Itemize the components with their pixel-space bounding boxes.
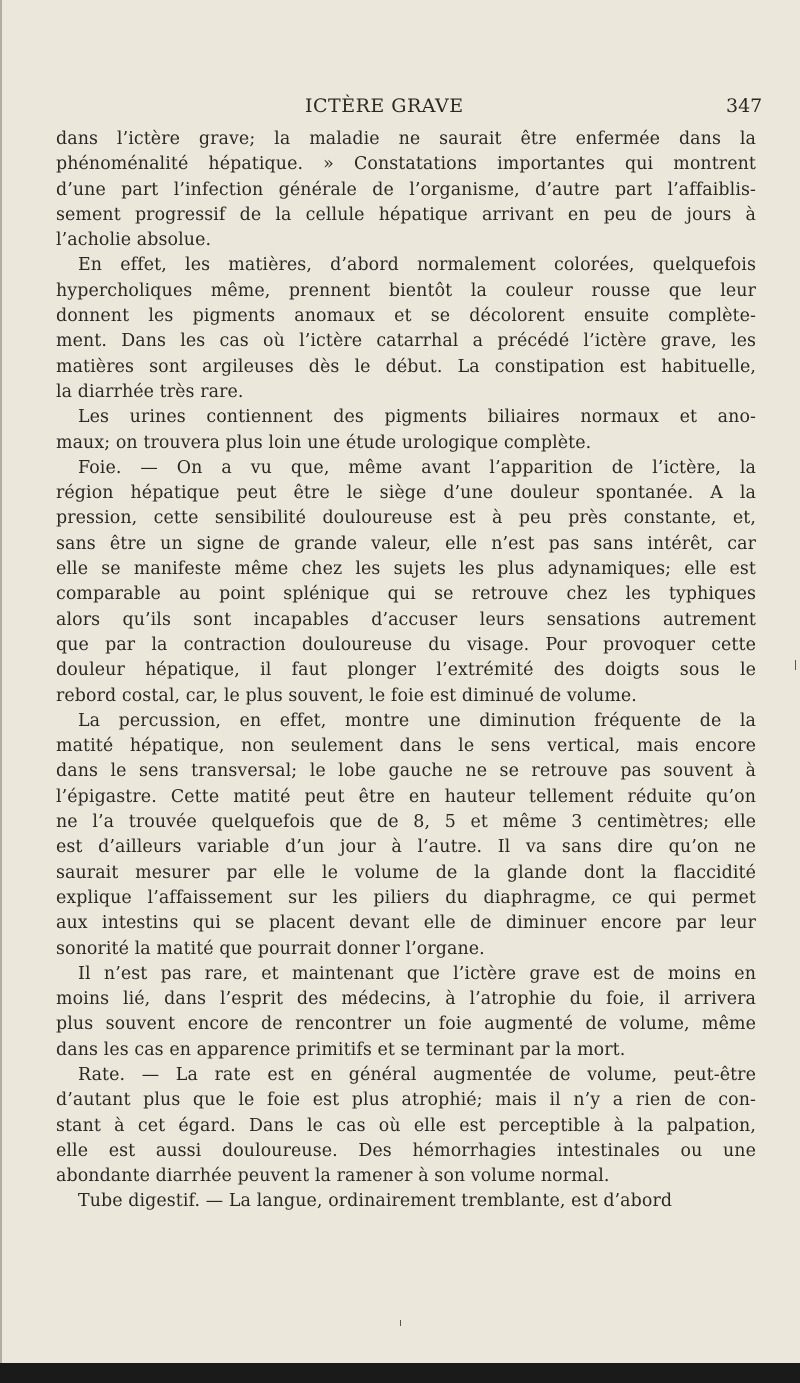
- text-line: donnent les pigments anomaux et se décolorent ensuite complète-: [56, 306, 756, 327]
- text-line: sonorité la matité que pourrait donner l’organe.: [56, 938, 485, 959]
- text-line: elle est aussi douloureuse. Des hémorrhagies intestinales ou une: [56, 1140, 756, 1161]
- text-line: d’une part l’infection générale de l’organisme, d’autre part l’affaiblis-: [56, 179, 756, 200]
- text-line: matité hépatique, non seulement dans le sens vertical, mais encore: [56, 736, 756, 757]
- text-line: dans le sens transversal; le lobe gauche ne se retrouve pas souvent à: [56, 761, 756, 782]
- text-line: dans l’ictère grave; la maladie ne saurait être enfermée dans la: [56, 129, 756, 149]
- text-line: abondante diarrhée peuvent la ramener à son volume normal.: [56, 1166, 610, 1187]
- text-line: dans les cas en apparence primitifs et se terminant par la mort.: [56, 1039, 626, 1060]
- text-line: explique l’affaissement sur les piliers du diaphragme, ce qui permet: [56, 887, 756, 908]
- text-line: région hépatique peut être le siège d’une douleur spontanée. A la: [56, 483, 756, 504]
- text-line: est d’ailleurs variable d’un jour à l’autre. Il va sans dire qu’on ne: [56, 837, 756, 858]
- text-line: la diarrhée très rare.: [56, 381, 244, 402]
- text-line: ne l’a trouvée quelquefois que de 8, 5 et même 3 centimètres; elle: [56, 812, 756, 833]
- running-title: ICTÈRE GRAVE: [305, 95, 464, 117]
- text-line: d’autant plus que le foie est plus atrophié; mais il n’y a rien de con-: [56, 1090, 756, 1111]
- text-line: Les urines contiennent des pigments biliaires normaux et ano-: [78, 407, 756, 428]
- text-line: l’acholie absolue.: [56, 230, 212, 251]
- text-line: sement progressif de la cellule hépatique arrivant en peu de jours à: [56, 204, 756, 225]
- text-line: maux; on trouvera plus loin une étude urologique complète.: [56, 432, 592, 453]
- text-line: l’épigastre. Cette matité peut être en hauteur tellement réduite qu’on: [56, 786, 756, 807]
- text-line: hypercholiques même, prennent bientôt la couleur rousse que leur: [56, 280, 756, 301]
- text-line: Tube digestif. — La langue, ordinairement tremblante, est d’abord: [78, 1191, 673, 1212]
- body-text: [56, 127, 756, 1215]
- text-line: phénoménalité hépatique. » Constatations importantes qui montrent: [56, 154, 756, 175]
- text-line: pression, cette sensibilité douloureuse est à peu près constante, et,: [56, 508, 756, 529]
- text-line: comparable au point splénique qui se retrouve chez les typhiques: [56, 584, 756, 605]
- text-line: La percussion, en effet, montre une diminution fréquente de la: [78, 710, 756, 731]
- text-line: elle se manifeste même chez les sujets les plus adynamiques; elle est: [56, 559, 756, 580]
- text-line: aux intestins qui se placent devant elle de diminuer encore par leur: [56, 913, 756, 934]
- text-line: moins lié, dans l’esprit des médecins, à l’atrophie du foie, il arrivera: [56, 989, 756, 1010]
- page-edge-shadow: [0, 0, 2, 1383]
- text-line: sans être un signe de grande valeur, elle n’est pas sans intérêt, car: [56, 533, 756, 554]
- bottom-dark-edge: [0, 1363, 800, 1383]
- text-line: Rate. — La rate est en général augmentée de volume, peut-être: [78, 1064, 756, 1085]
- stray-mark: [400, 1320, 401, 1326]
- text-line: Il n’est pas rare, et maintenant que l’ictère grave est de moins en: [78, 963, 756, 984]
- text-line: rebord costal, car, le plus souvent, le foie est diminué de volume.: [56, 685, 637, 706]
- text-line: alors qu’ils sont incapables d’accuser leurs sensations autrement: [56, 609, 756, 630]
- text-line: douleur hépatique, il faut plonger l’extrémité des doigts sous le: [56, 660, 756, 681]
- margin-mark: [795, 660, 796, 670]
- page-header: [0, 95, 800, 125]
- text-line: Foie. — On a vu que, même avant l’apparition de l’ictère, la: [78, 457, 756, 478]
- page-number: 347: [726, 95, 763, 117]
- text-line: En effet, les matières, d’abord normalement colorées, quelquefois: [78, 255, 756, 276]
- text-line: plus souvent encore de rencontrer un foie augmenté de volume, même: [56, 1014, 756, 1035]
- text-line: matières sont argileuses dès le début. La constipation est habituelle,: [56, 356, 756, 377]
- text-line: stant à cet égard. Dans le cas où elle est perceptible à la palpation,: [56, 1115, 756, 1136]
- text-line: que par la contraction douloureuse du visage. Pour provoquer cette: [56, 634, 756, 655]
- text-line: ment. Dans les cas où l’ictère catarrhal a précédé l’ictère grave, les: [56, 331, 756, 352]
- text-line: saurait mesurer par elle le volume de la glande dont la flaccidité: [56, 862, 756, 883]
